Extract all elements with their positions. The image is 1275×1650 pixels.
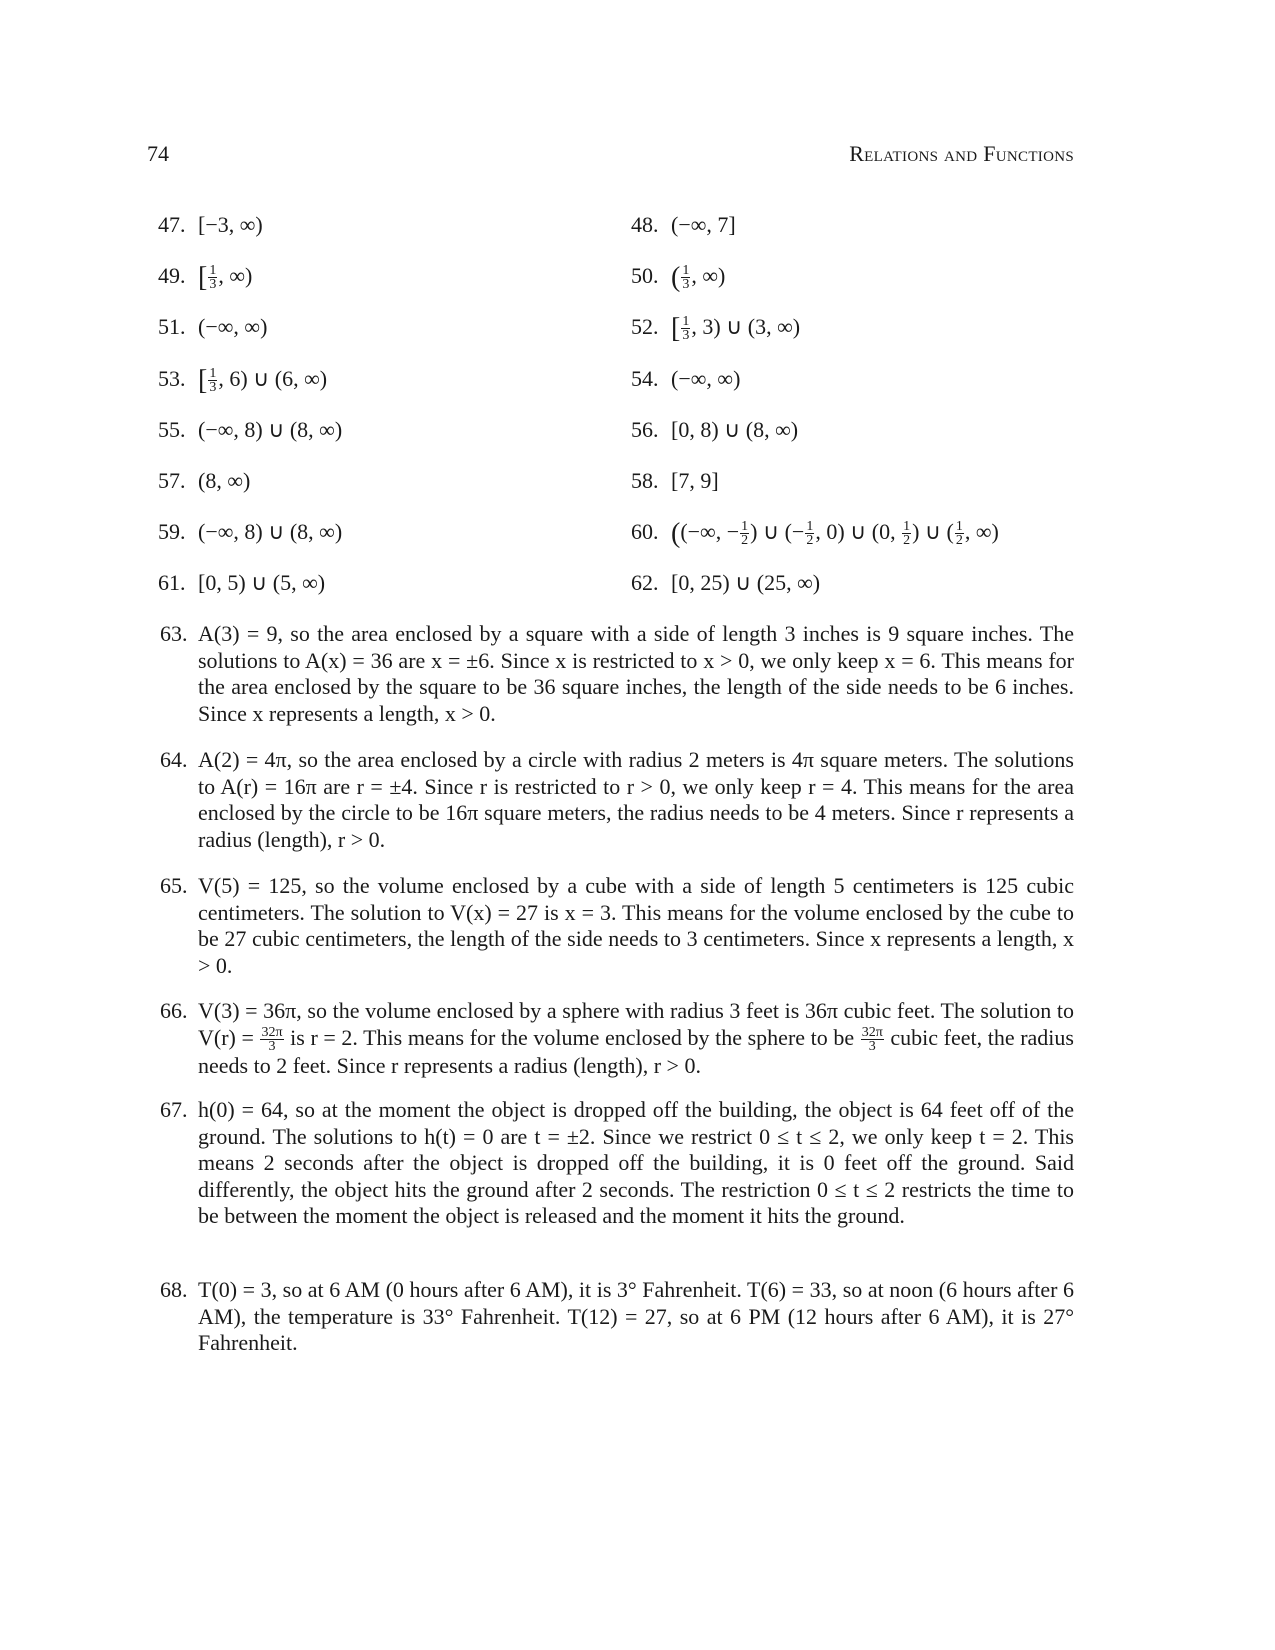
answer-62: 62. [0, 25) ∪ (25, ∞) <box>631 570 821 595</box>
answer-68: 68. T(0) = 3, so at 6 AM (0 hours after 6 AM), it is 3° Fahrenheit. T(6) = 33, so at noon (6 hours after 6 AM), the temperature is 33° Fahrenheit. T(12) = 27, so at 6 PM (12 hours after 6 AM), it is 27° Fahrenheit. <box>160 1277 1074 1355</box>
fraction: $\frac{1}{3}$ <box>682 314 690 344</box>
answer-text: T(0) = 3, so at 6 AM (0 hours after 6 AM), it is 3° Fahrenheit. T(6) = 33, so at noon (6 hours after 6 AM), the temperature is 33° Fahrenheit. T(12) = 27, so at 6 PM (12 hours after 6 AM), it is 27° Fahrenheit. <box>198 1277 1074 1355</box>
fraction: $\frac{1}{3}$ <box>682 263 690 293</box>
fraction: $\frac{32\pi}{3}$ <box>261 1024 283 1054</box>
answer-value: (8, ∞) <box>198 468 251 493</box>
answer-53: 53. [ $\frac{1}{3}$ , 6) ∪ (6, ∞) <box>158 365 328 396</box>
answer-text: V(5) = 125, so the volume enclosed by a cube with a side of length 5 centimeters is 125 cubic centimeters. The solution to V(x) = 27 is x = 3. This means for the volume enclosed by the cube to be 27 cubic centimeters, the length of the side needs to 3 centimeters. Since x represents a length, x > 0. <box>198 873 1074 978</box>
page-header <box>147 141 1074 171</box>
answer-value: [0, 5) ∪ (5, ∞) <box>198 570 326 595</box>
answer-value: [7, 9] <box>671 468 719 493</box>
answer-51: 51. (−∞, ∞) <box>158 314 268 339</box>
answer-text: h(0) = 64, so at the moment the object is dropped off the building, the object is 64 feet off of the ground. The solutions to h(t) = 0 are t = ±2. Since we restrict 0 ≤ t ≤ 2, we only keep t = 2. This means 2 seconds after the object is dropped off the building, it is 0 feet off the ground. Said differently, the object hits the ground after 2 seconds. The restriction 0 ≤ t ≤ 2 restricts the time to be between the moment the object is released and the moment it hits the ground. <box>198 1097 1074 1228</box>
answer-value: (−∞, ∞) <box>671 366 741 391</box>
answer-value: [0, 25) ∪ (25, ∞) <box>671 570 821 595</box>
answer-value: (−∞, ∞) <box>198 314 268 339</box>
answer-value: [0, 8) ∪ (8, ∞) <box>671 417 799 442</box>
answer-57: 57. (8, ∞) <box>158 468 251 493</box>
fraction: $\frac{1}{3}$ <box>209 366 217 396</box>
page-number: 74 <box>147 141 169 166</box>
fraction: $\frac{1}{2}$ <box>741 519 749 549</box>
answer-value: [−3, ∞) <box>198 212 263 237</box>
answer-63: 63. A(3) = 9, so the area enclosed by a square with a side of length 3 inches is 9 square inches. The solutions to A(x) = 36 are x = ±6. Since x is restricted to x > 0, we only keep x = 6. This means for the area enclosed by the square to be 36 square inches, the length of the side needs to be 6 inches. Since x represents a length, x > 0. <box>160 621 1074 726</box>
fraction: $\frac{1}{3}$ <box>209 263 217 293</box>
answer-59: 59. (−∞, 8) ∪ (8, ∞) <box>158 519 343 544</box>
answer-text: A(2) = 4π, so the area enclosed by a circle with radius 2 meters is 4π square meters. The solutions to A(r) = 16π are r = ±4. Since r is restricted to r > 0, we only keep r = 4. This means for the area enclosed by the circle to be 16π square meters, the radius needs to be 4 meters. Since r represents a radius (length), r > 0. <box>198 747 1074 852</box>
answer-value: (−∞, 8) ∪ (8, ∞) <box>198 519 343 544</box>
answer-67: 67. h(0) = 64, so at the moment the object is dropped off the building, the object is 64 feet off of the ground. The solutions to h(t) = 0 are t = ±2. Since we restrict 0 ≤ t ≤ 2, we only keep t = 2. This means 2 seconds after the object is dropped off the building, it is 0 feet off the ground. Said differently, the object hits the ground after 2 seconds. The restriction 0 ≤ t ≤ 2 restricts the time to be between the moment the object is released and the moment it hits the ground. <box>160 1097 1074 1228</box>
fraction: $\frac{1}{2}$ <box>806 519 814 549</box>
fraction: $\frac{1}{2}$ <box>903 519 911 549</box>
answer-61: 61. [0, 5) ∪ (5, ∞) <box>158 570 326 595</box>
fraction: $\frac{1}{2}$ <box>955 519 963 549</box>
answer-value: (−∞, 8) ∪ (8, ∞) <box>198 417 343 442</box>
answer-58: 58. [7, 9] <box>631 468 719 493</box>
answer-56: 56. [0, 8) ∪ (8, ∞) <box>631 417 799 442</box>
answer-47: 47. [−3, ∞) <box>158 212 263 237</box>
running-title: Relations and Functions <box>849 141 1074 166</box>
fraction: $\frac{32\pi}{3}$ <box>861 1024 883 1054</box>
answer-48: 48. (−∞, 7] <box>631 212 736 237</box>
answer-49: 49. [ $\frac{1}{3}$ , ∞) <box>158 262 253 293</box>
answer-55: 55. (−∞, 8) ∪ (8, ∞) <box>158 417 343 442</box>
answer-50: 50. ( $\frac{1}{3}$ , ∞) <box>631 262 726 293</box>
answer-64: 64. A(2) = 4π, so the area enclosed by a circle with radius 2 meters is 4π square meters. The solutions to A(r) = 16π are r = ±4. Since r is restricted to r > 0, we only keep r = 4. This means for the area enclosed by the circle to be 16π square meters, the radius needs to be 4 meters. Since r represents a radius (length), r > 0. <box>160 747 1074 852</box>
answer-value: (−∞, 7] <box>671 212 736 237</box>
answer-60: 60. ((−∞, − $\frac{1}{2}$ ) ∪ (− $\frac{1}{2}$ , 0) ∪ (0, $\frac{1}{2}$ ) ∪ ( $\frac{1}{2}$ , ∞) <box>631 518 999 549</box>
answer-text: A(3) = 9, so the area enclosed by a square with a side of length 3 inches is 9 square inches. The solutions to A(x) = 36 are x = ±6. Since x is restricted to x > 0, we only keep x = 6. This means for the area enclosed by the square to be 36 square inches, the length of the side needs to be 6 inches. Since x represents a length, x > 0. <box>198 621 1074 726</box>
answer-54: 54. (−∞, ∞) <box>631 366 741 391</box>
answer-65: 65. V(5) = 125, so the volume enclosed by a cube with a side of length 5 centimeters is 125 cubic centimeters. The solution to V(x) = 27 is x = 3. This means for the volume enclosed by the cube to be 27 cubic centimeters, the length of the side needs to 3 centimeters. Since x represents a length, x > 0. <box>160 873 1074 978</box>
answer-66: 66. V(3) = 36π, so the volume enclosed by a sphere with radius 3 feet is 36π cubic feet. The solution to V(r) = $\frac{32\pi}{3}$ is r = 2. This means for the volume enclosed by the sphere to be $\frac{32\pi}{3}$ cubic feet, the radius needs to 2 feet. Since r represents a radius (length), r > 0. <box>160 998 1074 1078</box>
answer-52: 52. [ $\frac{1}{3}$ , 3) ∪ (3, ∞) <box>631 313 801 344</box>
answer-text: V(3) = 36π, so the volume enclosed by a sphere with radius 3 feet is 36π cubic feet. The solution to V(r) = $\frac{32\pi}{3}$ is r = 2. This means for the volume enclosed by the sphere to be $\frac{32\pi}{3}$ cubic feet, the radius needs to 2 feet. Since r represents a radius (length), r > 0. <box>198 998 1074 1078</box>
